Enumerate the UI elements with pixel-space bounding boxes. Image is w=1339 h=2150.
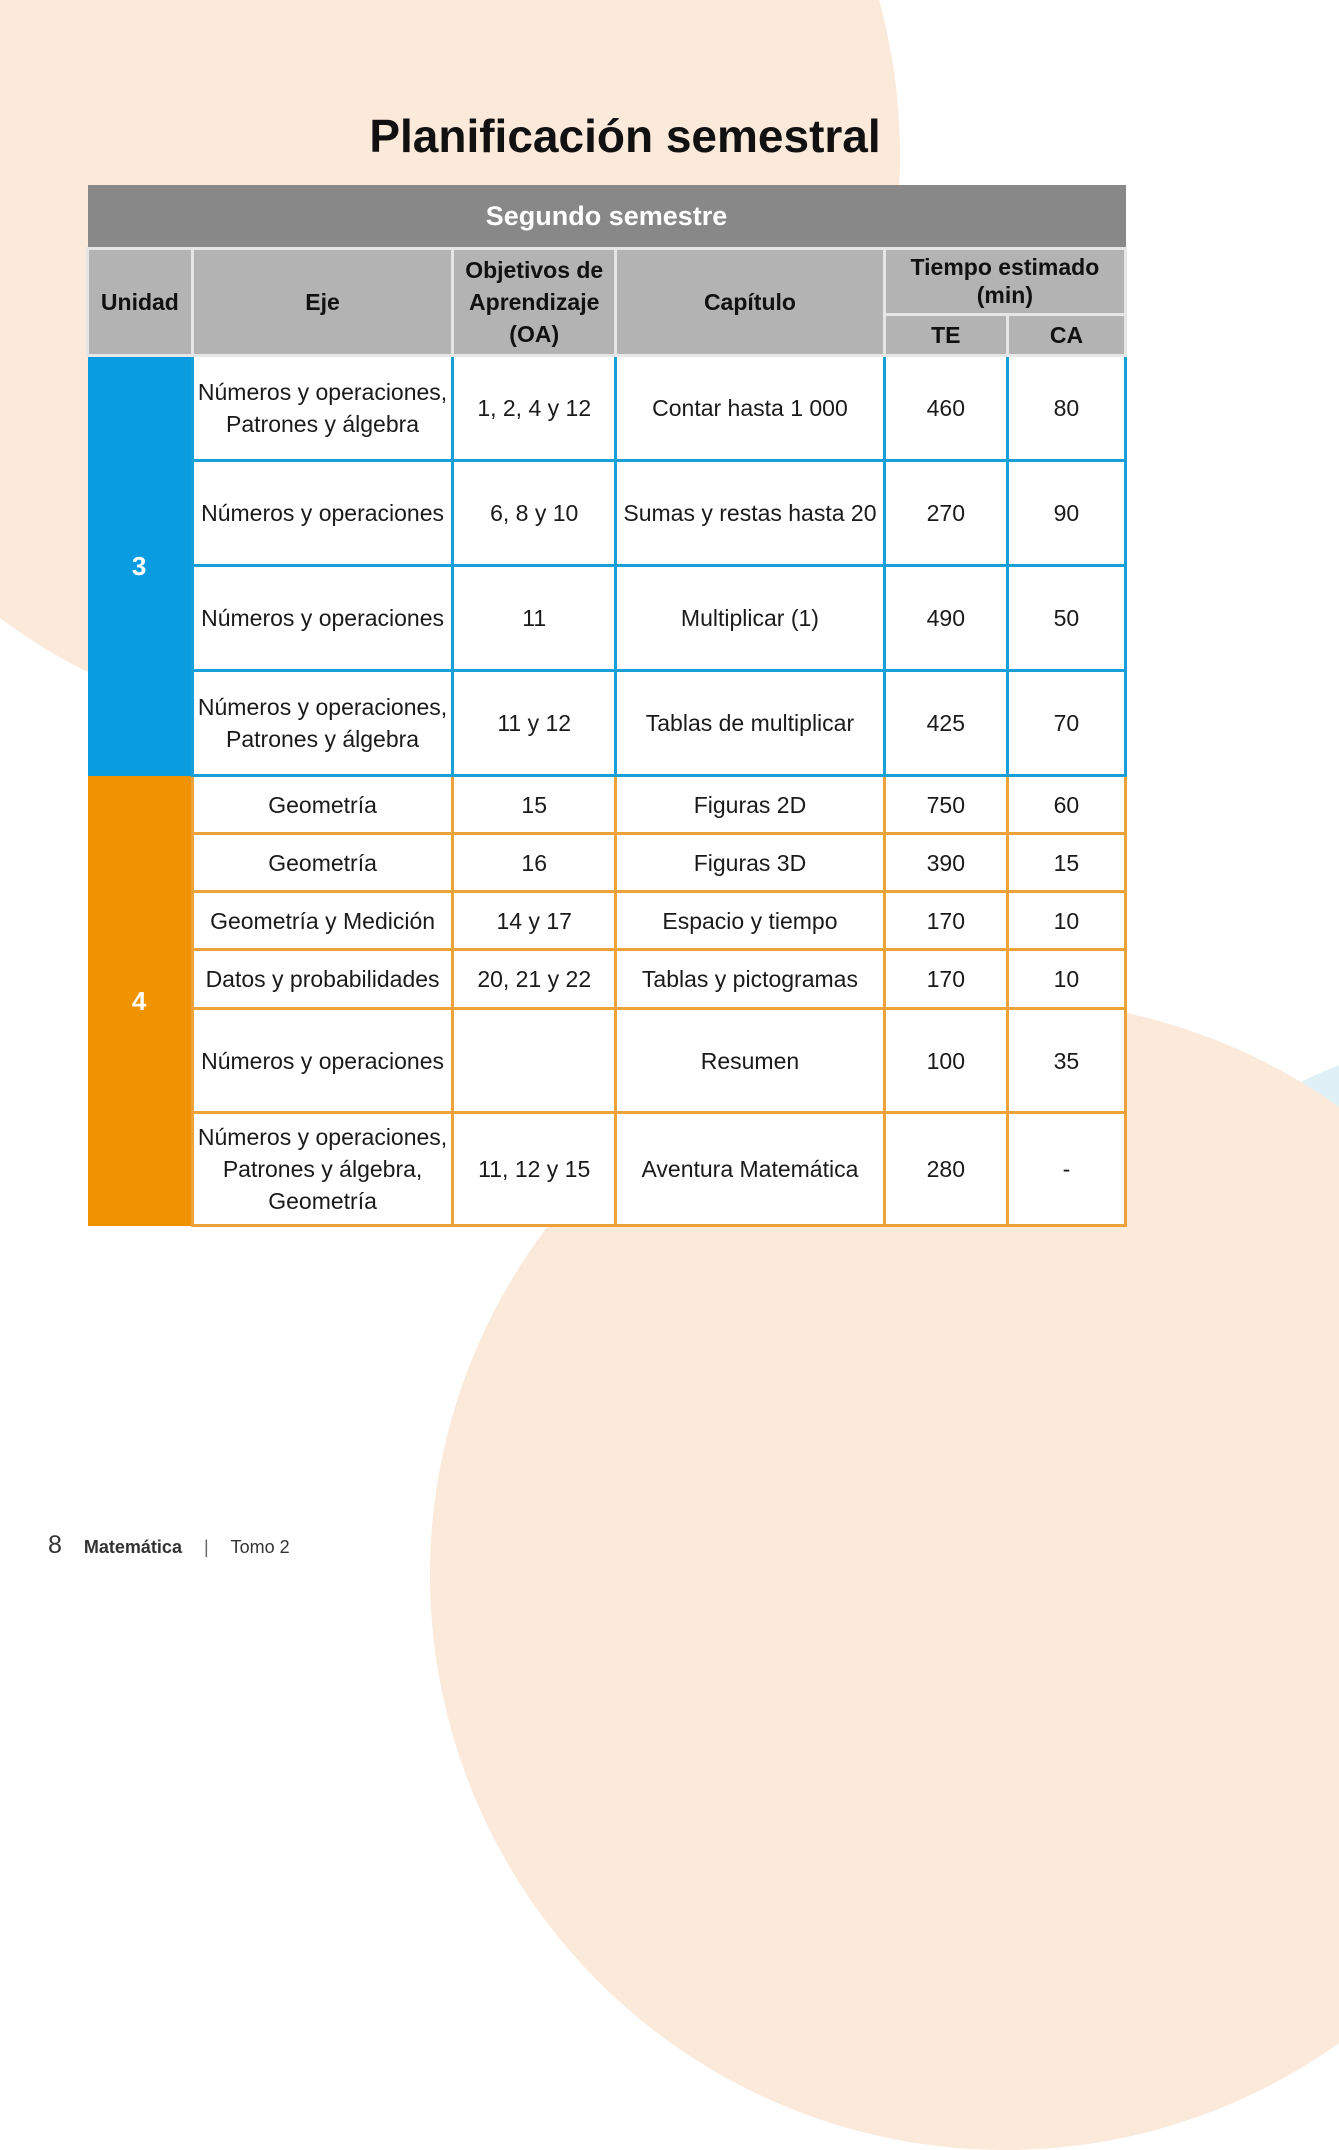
te-cell: 170 xyxy=(884,892,1007,950)
eje-cell: Números y operaciones, Patrones y álgebra xyxy=(192,671,453,776)
header-ca: CA xyxy=(1007,314,1125,355)
semester-header: Segundo semestre xyxy=(88,185,1126,249)
ca-cell: - xyxy=(1007,1113,1125,1226)
eje-cell: Números y operaciones, Patrones y álgebra xyxy=(192,356,453,461)
oa-cell: 16 xyxy=(453,834,616,892)
oa-cell: 15 xyxy=(453,776,616,834)
capitulo-cell: Sumas y restas hasta 20 xyxy=(616,461,885,566)
ca-cell: 70 xyxy=(1007,671,1125,776)
footer-separator: | xyxy=(203,1537,209,1557)
eje-cell: Números y operaciones xyxy=(192,461,453,566)
eje-cell: Números y operaciones xyxy=(192,566,453,671)
capitulo-cell: Tablas y pictogramas xyxy=(616,950,885,1009)
capitulo-cell: Figuras 2D xyxy=(616,776,885,834)
ca-cell: 80 xyxy=(1007,356,1125,461)
table-row xyxy=(88,356,1126,461)
ca-cell: 10 xyxy=(1007,892,1125,950)
oa-cell: 11 xyxy=(453,566,616,671)
table-row xyxy=(88,1009,1126,1113)
oa-cell: 6, 8 y 10 xyxy=(453,461,616,566)
capitulo-cell: Espacio y tiempo xyxy=(616,892,885,950)
ca-cell: 50 xyxy=(1007,566,1125,671)
unit-4-cell: 4 xyxy=(88,776,193,1226)
te-cell: 425 xyxy=(884,671,1007,776)
capitulo-cell: Figuras 3D xyxy=(616,834,885,892)
table-row xyxy=(88,1113,1126,1226)
oa-cell: 11 y 12 xyxy=(453,671,616,776)
capitulo-cell: Multiplicar (1) xyxy=(616,566,885,671)
oa-cell: 11, 12 y 15 xyxy=(453,1113,616,1226)
oa-cell: 14 y 17 xyxy=(453,892,616,950)
ca-cell: 10 xyxy=(1007,950,1125,1009)
header-oa: Objetivos de Aprendizaje (OA) xyxy=(453,249,616,356)
book-title: Matemática xyxy=(83,1537,182,1557)
eje-cell: Geometría xyxy=(192,776,453,834)
planning-table xyxy=(86,185,1127,1227)
table-row xyxy=(88,461,1126,566)
table-row xyxy=(88,950,1126,1009)
oa-cell: 20, 21 y 22 xyxy=(453,950,616,1009)
te-cell: 170 xyxy=(884,950,1007,1009)
eje-cell: Geometría y Medición xyxy=(192,892,453,950)
te-cell: 390 xyxy=(884,834,1007,892)
table-row xyxy=(88,834,1126,892)
oa-cell: 1, 2, 4 y 12 xyxy=(453,356,616,461)
te-cell: 750 xyxy=(884,776,1007,834)
unit-3-cell: 3 xyxy=(88,356,193,776)
header-eje: Eje xyxy=(192,249,453,356)
eje-cell: Números y operaciones xyxy=(192,1009,453,1113)
table-row xyxy=(88,892,1126,950)
header-te: TE xyxy=(884,314,1007,355)
capitulo-cell: Tablas de multiplicar xyxy=(616,671,885,776)
te-cell: 490 xyxy=(884,566,1007,671)
eje-cell: Geometría xyxy=(192,834,453,892)
capitulo-cell: Aventura Matemática xyxy=(616,1113,885,1226)
table-row xyxy=(88,566,1126,671)
eje-cell: Datos y probabilidades xyxy=(192,950,453,1009)
capitulo-cell: Contar hasta 1 000 xyxy=(616,356,885,461)
ca-cell: 60 xyxy=(1007,776,1125,834)
header-capitulo: Capítulo xyxy=(616,249,885,356)
page-title: Planificación semestral xyxy=(369,109,881,162)
page-footer xyxy=(48,1531,290,1560)
page-number: 8 xyxy=(48,1531,62,1559)
ca-cell: 90 xyxy=(1007,461,1125,566)
ca-cell: 15 xyxy=(1007,834,1125,892)
te-cell: 280 xyxy=(884,1113,1007,1226)
te-cell: 100 xyxy=(884,1009,1007,1113)
volume-label: Tomo 2 xyxy=(230,1537,290,1557)
te-cell: 270 xyxy=(884,461,1007,566)
header-unidad: Unidad xyxy=(88,249,193,356)
table-row xyxy=(88,671,1126,776)
header-tiempo: Tiempo estimado (min) xyxy=(884,249,1125,315)
oa-cell xyxy=(453,1009,616,1113)
ca-cell: 35 xyxy=(1007,1009,1125,1113)
table-row xyxy=(88,776,1126,834)
planning-table-container xyxy=(86,185,1127,1227)
te-cell: 460 xyxy=(884,356,1007,461)
eje-cell: Números y operaciones, Patrones y álgebra, Geometría xyxy=(192,1113,453,1226)
capitulo-cell: Resumen xyxy=(616,1009,885,1113)
